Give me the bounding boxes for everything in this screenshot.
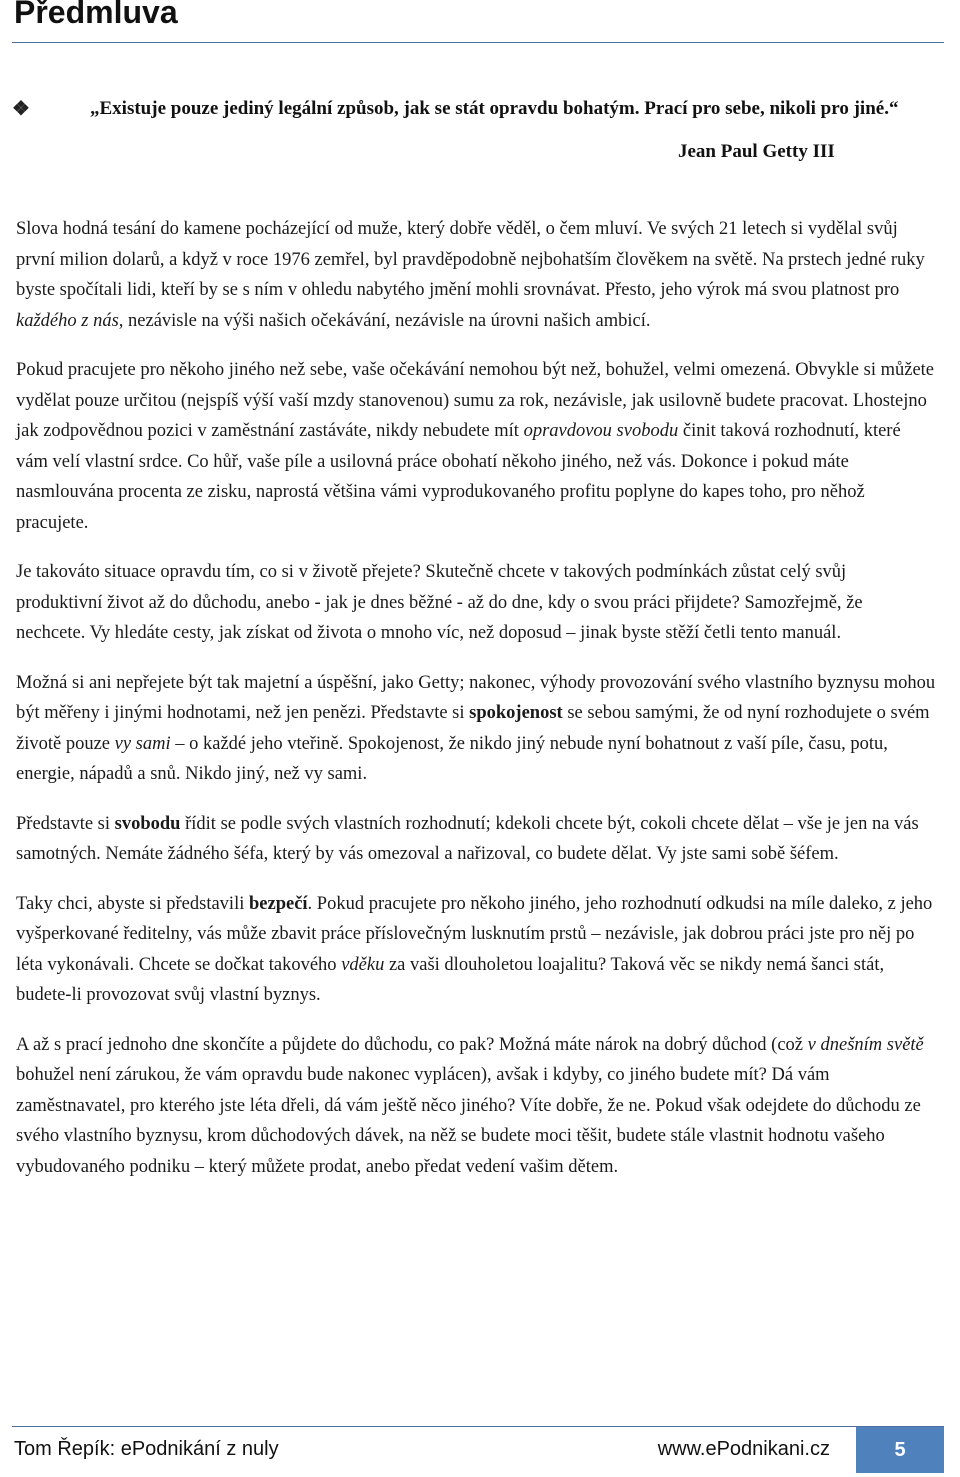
bold-text: bezpečí [248,893,308,914]
diamond-dots-bullet-icon: ❖ [12,98,30,120]
text-run: činit taková rozhodnutí, které vám velí vlastní srdce. Co hůř, vaše píle a usilovná práce obohatí někoho jiného, než vás. Dokonce i pokud máte nasmlouvána procenta ze zisku, naprostá většina vámi vyprodukovaného profitu poplyne do kapes toho, pro něhož pracujete. [16,421,901,533]
paragraph [16,889,936,1011]
bold-text: spokojenost [469,703,563,723]
text-run: – o každé jeho vteřině. Spokojenost, že nikdo jiný nebude nyní bohatnout z vaší píle, času, potu, energie, nápadů a snů. Nikdo jiný, než vy sami. [16,733,888,784]
text-run: Je takováto situace opravdu tím, co si v životě přejete? Skutečně chcete v takových podmínkách zůstat celý svůj produktivní život až do důchodu, anebo - jak je dnes běžné - až do dne, kdy o svou práci přijdete? Samozřejmě, že nechcete. Vy hledáte cesty, jak získat od života o mnoho víc, než doposud – jinak byste stěží četli tento manuál. [16,562,863,643]
quote-text: „Existuje pouze jediný legální způsob, jak se stát opravdu bohatým. Prací pro sebe, nikoli pro jiné.“ [90,98,899,119]
text-run: Taky chci, abyste si představili [16,893,249,914]
text-run: Možná si ani nepřejete být tak majetní a úspěšní, jako Getty; nakonec, výhody provozování svého vlastního byznysu mohou být měřeny i jinými hodnotami, než jen penězi. Představte si [16,672,936,723]
text-run: A až s prací jednoho dne skončíte a půjdete do důchodu, co pak? Možná máte nárok na dobrý důchod (což [16,1034,808,1055]
text-run: . Pokud pracujete pro někoho jiného, jeho rozhodnutí odkudsi na míle daleko, z jeho vyšperkované ředitelny, vás může zbavit práce příslovečným lusknutím prstů – nezávisle, jak dobrou práci jste pro něj po léta vykonávali. Chcete se dočkat takového [16,893,933,975]
text-run: Pokud pracujete pro někoho jiného než sebe, vaše očekávání nemohou být než, bohužel, velmi omezená. Obvykle si můžete vydělat pouze určitou (nejspíš výší vaší mzdy stanovenou) sumu za rok, nezávisle, jak usilovně budete pracovat. Lhostejno jak zodpovědnou pozici v zaměstnání zastáváte, nikdy nebudete mít [16,360,935,441]
quote-author: Jean Paul Getty III [678,141,835,162]
footer-author-title: Tom Řepík: ePodnikání z nuly [14,1438,279,1460]
text-run: se sebou samými, že od nyní rozhodujete o svém životě pouze [16,703,930,754]
footer-website-link[interactable]: www.ePodnikani.cz [657,1438,830,1460]
italic-text: v dnešním světě [807,1034,924,1055]
italic-text: každého z nás [16,310,119,331]
italic-text: opravdovou svobodu [523,421,679,441]
paragraph [16,214,936,336]
footer-divider [12,1426,944,1427]
paragraph [16,557,936,649]
bold-text: svobodu [114,813,181,834]
paragraph [16,355,936,538]
page-number: 5 [856,1427,944,1473]
text-run: Slova hodná tesání do kamene pocházející od muže, který dobře věděl, o čem mluví. Ve svých 21 letech si vydělal svůj první milion dolarů, a když v roce 1976 zemřel, byl pravděpodobně nejbohatším člověkem na světě. Na prstech jedné ruky byste spočítali lidi, kteří by se s ním v ohledu nabytého jmění mohli srovnávat. Přesto, jeho výrok má svou platnost pro [16,219,925,300]
paragraph [16,668,936,790]
text-run: Představte si [16,813,115,834]
text-run: bohužel není zárukou, že vám opravdu bude nakonec vyplácen), avšak i kdyby, co jiného budete mít? Dá vám zaměstnavatel, pro kterého jste léta dřeli, dá vám ještě něco jiného? Víte dobře, že ne. Pokud však odejdete do důchodu ze svého vlastního byznysu, krom důchodových dávek, na něž se budete moci těšit, budete stále vlastnit hodnotu vašeho vybudovaného podniku – který můžete prodat, anebo předat vedení vašim dětem. [16,1065,921,1177]
title-divider [12,42,944,43]
text-run: řídit se podle svých vlastních rozhodnutí; kdekoli chcete být, cokoli chcete dělat – vše je jen na vás samotných. Nemáte žádného šéfa, který by vás omezoval a nařizoval, co budete dělat. Vy jste sami sobě šéfem. [16,813,919,864]
italic-text: vy sami [114,733,171,754]
page-title: Předmluva [14,0,178,30]
body-text [16,214,936,1201]
italic-text: vděku [341,954,385,975]
text-run: , nezávisle na výši našich očekávání, nezávisle na úrovni našich ambicí. [118,310,651,331]
paragraph [16,1030,936,1183]
quote-block [12,94,946,166]
paragraph [16,809,936,870]
text-run: za vaši dlouholetou loajalitu? Taková věc se nikdy nemá šanci stát, budete-li provozovat svůj vlastní byznys. [16,954,885,1005]
